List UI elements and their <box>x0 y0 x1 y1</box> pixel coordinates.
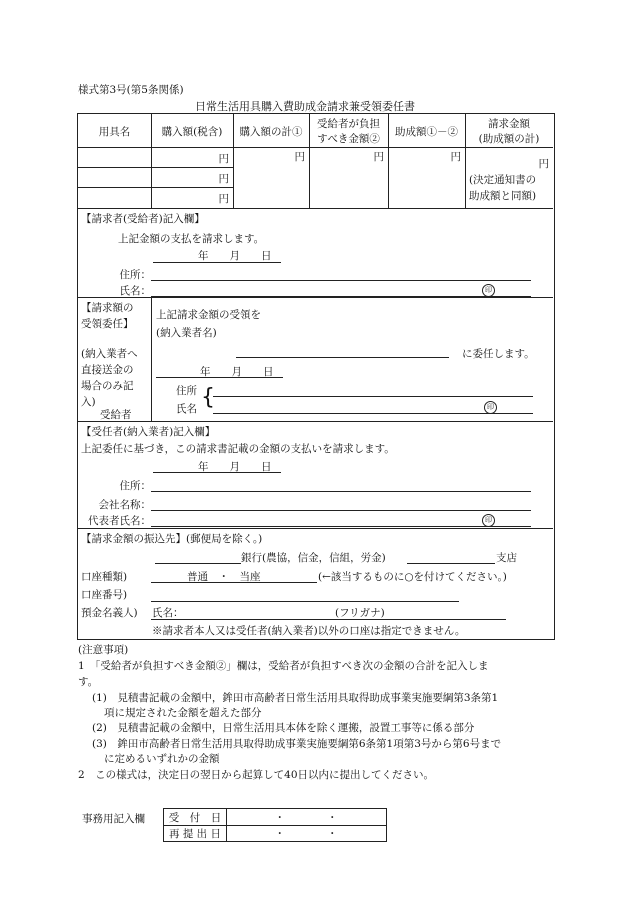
note-item: 2 この様式は，決定日の翌日から起算して40日以内に提出してください。 <box>78 769 435 781</box>
received-date-value: ・ ・ <box>274 812 338 824</box>
note-subitem: (2) 見積書記載の金額中，日常生活用具本体を除く運搬，設置工事等に係る部分 <box>92 722 475 734</box>
yen-unit: 円 <box>450 151 461 163</box>
branch-line <box>407 563 495 564</box>
col-recipient-burden: すべき金額② <box>317 133 380 145</box>
seal-mark: 印 <box>484 401 497 414</box>
company-line <box>151 510 531 511</box>
account-holder-name: 氏名： <box>152 607 184 619</box>
name-line <box>213 413 533 414</box>
section1-text: 上記金額の支払を請求します。 <box>118 233 265 245</box>
section2-label: 受領委任】 <box>81 318 134 330</box>
section2-label: 【請求額の <box>81 302 134 314</box>
address-line <box>151 280 531 281</box>
account-holder-label: 預金名義人) <box>81 607 138 619</box>
section2-name-label: 氏名 <box>176 403 197 415</box>
seal-mark: 印 <box>482 284 495 297</box>
address-line <box>151 491 531 492</box>
col-claim-amount: 請求金額 <box>488 118 530 130</box>
section2-text: 上記請求金額の受領を <box>156 309 261 321</box>
section1-date: 年 月 日 <box>198 250 272 262</box>
section4-heading: 【請求金額の振込先】(郵便局を除く。) <box>81 533 263 545</box>
col-claim-amount: (助成額の計) <box>478 133 540 145</box>
brace-icon: { <box>201 385 215 410</box>
bank-name-line <box>155 563 241 564</box>
section2-label: 受給者 <box>100 409 132 421</box>
section1-name-label: 氏名： <box>119 285 151 297</box>
col-recipient-burden: 受給者が負担 <box>317 118 380 130</box>
note-subitem: に定めるいずれかの金額 <box>104 753 220 765</box>
section2-date: 年 月 日 <box>200 366 274 378</box>
section-divider <box>78 208 553 209</box>
section2-label: (納入業者へ <box>81 348 138 360</box>
col-subsidy-amount: 助成額①－② <box>395 126 458 138</box>
section2-label: 入) <box>81 396 96 408</box>
account-note: ※請求者本人又は受任者(納入業者)以外の口座は指定できません。 <box>152 625 466 637</box>
note-item: 1 「受給者が負担すべき金額②」欄は，受給者が負担すべき次の金額の合計を記入しま <box>78 660 489 672</box>
section-divider <box>78 421 553 422</box>
section2-vendor-label: (納入業者名) <box>156 327 217 339</box>
furigana-label: (フリガナ) <box>335 607 385 619</box>
section3-address-label: 住所： <box>119 480 151 492</box>
office-use-label: 事務用記入欄 <box>82 813 145 825</box>
note-subitem: (3) 鉾田市高齢者日常生活用具取得助成事業実施要綱第6条第1項第3号から第6号まで <box>92 738 502 750</box>
application-form <box>77 113 555 640</box>
account-type-line <box>151 582 317 583</box>
yen-unit: 円 <box>218 173 229 185</box>
section-divider <box>78 297 553 298</box>
date-underline <box>156 377 283 378</box>
section-divider <box>78 528 553 529</box>
section3-heading: 【受任者(納入業者)記入欄】 <box>81 426 216 438</box>
resubmit-date-value: ・ ・ <box>274 828 338 840</box>
table-header-divider <box>78 147 553 148</box>
section3-text: 上記委任に基づき，この請求書記載の金額の支払いを請求します。 <box>81 443 395 455</box>
section2-address-label: 住所 <box>176 385 197 397</box>
section2-entrust: に委任します。 <box>462 348 535 360</box>
vendor-name-line <box>236 357 449 358</box>
section2-label: 直接送金の <box>81 364 134 376</box>
account-type-note: (←該当するものに○を付けてください。) <box>318 571 507 583</box>
account-type-options: 普通 ・ 当座 <box>187 571 261 583</box>
note-item: す。 <box>78 676 99 688</box>
branch-label: 支店 <box>496 552 517 564</box>
section2-divider <box>151 297 152 421</box>
account-holder-line <box>151 619 506 620</box>
form-number: 様式第3号(第5条関係) <box>78 84 184 96</box>
section3-rep-label: 代表者氏名： <box>88 515 151 527</box>
section3-company-label: 会社名称： <box>98 499 151 511</box>
col-purchase-total: 購入額の計① <box>239 126 303 138</box>
account-type-label: 口座種類) <box>81 571 128 583</box>
col-item-name: 用具名 <box>98 126 131 138</box>
representative-line <box>151 526 531 527</box>
claim-note: 助成額と同額) <box>469 190 537 202</box>
table-row-divider <box>78 187 233 188</box>
section1-heading: 【請求者(受給者)記入欄】 <box>81 213 205 225</box>
notes-heading: (注意事項) <box>78 644 129 656</box>
date-underline <box>153 472 281 473</box>
claim-note: (決定通知書の <box>469 174 537 186</box>
yen-unit: 円 <box>218 193 229 205</box>
account-number-line <box>151 601 459 602</box>
address-line <box>213 396 533 397</box>
note-subitem: 項に規定された金額を超えた部分 <box>104 707 262 719</box>
col-purchase-amount: 購入額(税含) <box>161 126 223 138</box>
table-row-divider <box>78 167 233 168</box>
office-use-table <box>163 808 387 842</box>
bank-label: 銀行(農協，信金，信組，労金) <box>241 552 386 564</box>
resubmit-date-label: 再 提 出 日 <box>168 828 221 840</box>
section2-label: 場合のみ記 <box>81 380 134 392</box>
seal-mark: 印 <box>482 514 495 527</box>
account-number-label: 口座番号) <box>81 589 128 601</box>
section3-date: 年 月 日 <box>198 461 272 473</box>
yen-unit: 円 <box>373 151 384 163</box>
section1-address-label: 住所： <box>119 269 151 281</box>
yen-unit: 円 <box>538 158 549 170</box>
date-underline <box>153 262 281 263</box>
received-date-label: 受 付 日 <box>168 812 222 824</box>
yen-unit: 円 <box>218 153 229 165</box>
form-title: 日常生活用具購入費助成金請求兼受領委任書 <box>195 100 415 113</box>
note-subitem: (1) 見積書記載の金額中，鉾田市高齢者日常生活用具取得助成事業実施要綱第3条第1 <box>92 692 499 704</box>
yen-unit: 円 <box>294 151 305 163</box>
